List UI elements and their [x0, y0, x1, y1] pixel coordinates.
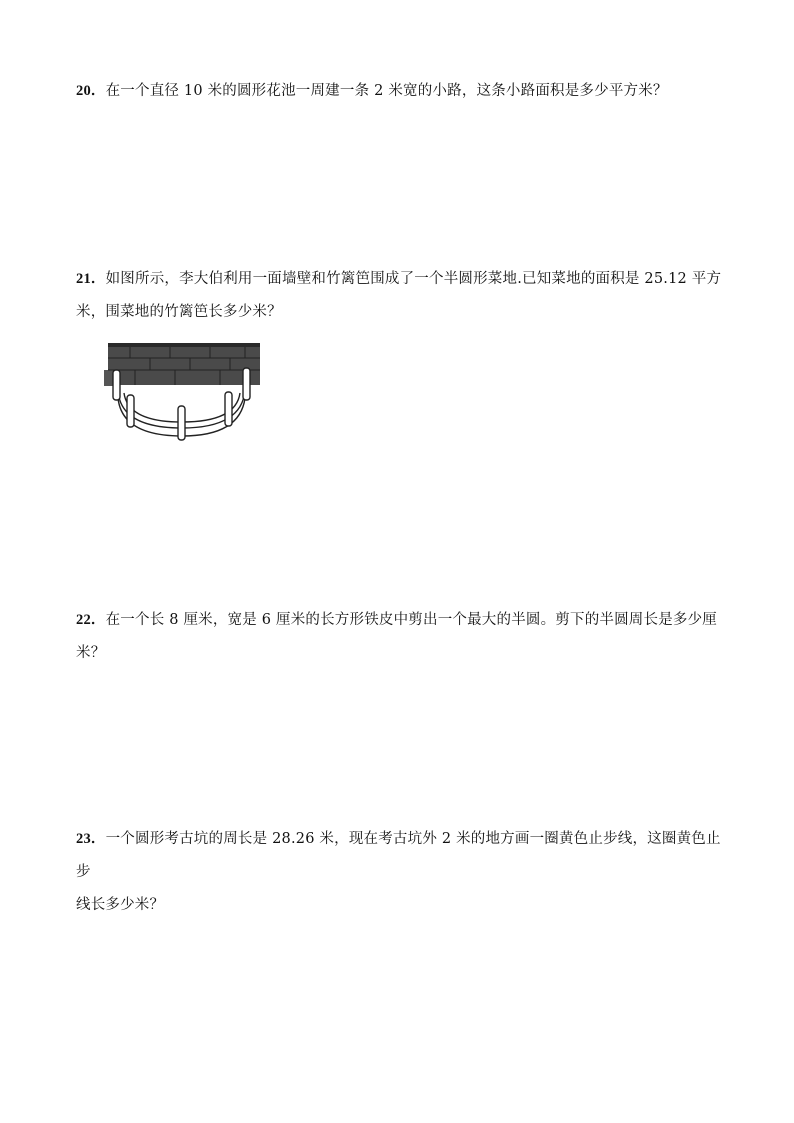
problem-21-text-1: 如图所示，李大伯利用一面墙壁和竹篱笆围成了一个半圆形菜地.已知菜地的面积是 25.12 平方	[105, 271, 722, 287]
brick-wall	[104, 343, 260, 386]
problem-22-text-1: 在一个长 8 厘米，宽是 6 厘米的长方形铁皮中剪出一个最大的半圆。剪下的半圆周长是多少厘	[105, 612, 717, 628]
problem-20-text: 在一个直径 10 米的圆形花池一周建一条 2 米宽的小路，这条小路面积是多少平方米？	[105, 83, 668, 99]
problem-20	[76, 75, 726, 108]
problem-23-text-1: 一个圆形考古坑的周长是 28.26 米，现在考古坑外 2 米的地方画一圈黄色止步线，这圈黄色止步	[76, 831, 721, 880]
problem-23	[76, 823, 726, 922]
problem-21-line-2: 米，围菜地的竹篱笆长多少米？	[76, 304, 282, 320]
problem-21-line-1	[76, 263, 726, 296]
problem-23-number: 23．	[76, 831, 106, 847]
problem-20-line-1	[76, 75, 726, 108]
problem-22-line-2: 米？	[76, 645, 106, 661]
wall-and-fence-figure	[100, 340, 270, 445]
problem-23-line-1	[76, 823, 726, 889]
problem-22	[76, 604, 726, 670]
problem-20-number: 20．	[76, 83, 106, 99]
problem-21	[76, 263, 726, 329]
problem-21-number: 21．	[76, 271, 106, 287]
problem-22-line-1	[76, 604, 726, 637]
problem-23-line-2: 线长多少米？	[76, 897, 165, 913]
problem-22-number: 22．	[76, 612, 106, 628]
